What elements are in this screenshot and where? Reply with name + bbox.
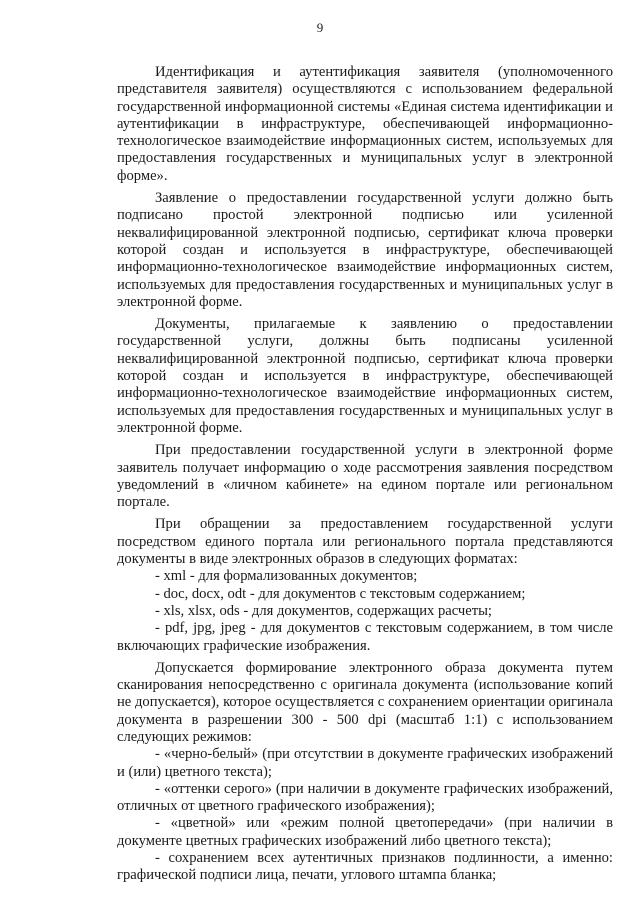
paragraph-identification: Идентификация и аутентификация заявителя (уполномоченного представителя заявителя) осуществляются с использованием федеральной государственной информационной системы «Единая система идентификации и аутентификации в инфраструктуре, обеспечивающей информационно-технологическое взаимодействие информационных систем, используемых для предоставления государственных и муниципальных услуг в электронной форме».: [117, 64, 613, 184]
list-item-xml: - xml - для формализованных документов;: [155, 568, 418, 585]
list-item-grayscale: - «оттенки серого» (при наличии в документе графических изображений, отличных от цветного графического изображения);: [117, 780, 613, 815]
paragraph-formats-intro: При обращении за предоставлением государственной услуги посредством единого портала или регионального портала представляются документы в виде электронных образов в следующих форматах:: [117, 516, 613, 568]
list-item-black-white: - «черно-белый» (при отсутствии в документе графических изображений и (или) цветного текста);: [117, 746, 613, 780]
list-item-authenticity: - сохранением всех аутентичных признаков подлинности, а именно: графической подписи лица, печати, углового штампа бланка;: [117, 850, 613, 884]
paragraph-scanning: Допускается формирование электронного образа документа путем сканирования непосредственно с оригинала документа (использование копий не допускается), которое осуществляется с сохранением ориентации оригинала документа в разрешении 300 - 500 dpi (масштаб 1:1) с использованием следующих режимов:: [117, 659, 613, 745]
list-item-xls: - xls, xlsx, ods - для документов, содержащих расчеты;: [155, 602, 492, 619]
paragraph-application-signature: Заявление о предоставлении государственной услуги должно быть подписано простой электронной подписью или усиленной неквалифицированной электронной подписью, сертификат ключа проверки которой создан и используется в инфраструктуре, обеспечивающей информационно-технологическое взаимодействие информационных систем, используемых для предоставления государственных и муниципальных услуг в электронной форме.: [117, 190, 613, 310]
paragraph-status-notification: При предоставлении государственной услуги в электронной форме заявитель получает информацию о ходе рассмотрения заявления посредством уведомлений в «личном кабинете» на едином портале или региональном портале.: [117, 442, 613, 511]
paragraph-attached-documents: Документы, прилагаемые к заявлению о предоставлении государственной услуги, должны быть подписаны усиленной неквалифицированной электронной подписью, сертификат ключа проверки которой создан и используется в инфраструктуре, обеспечивающей информационно-технологическое взаимодействие информационных систем, используемых для предоставления государственных и муниципальных услуг в электронной форме.: [117, 316, 613, 436]
page-number: 9: [316, 20, 324, 35]
list-item-doc: - doc, docx, odt - для документов с текстовым содержанием;: [155, 585, 526, 602]
list-item-pdf: - pdf, jpg, jpeg - для документов с текстовым содержанием, в том числе включающих графические изображения.: [117, 620, 613, 654]
list-item-color: - «цветной» или «режим полной цветопередачи» (при наличии в документе цветных графических изображений либо цветного текста);: [117, 815, 613, 849]
document-body: [117, 64, 613, 885]
